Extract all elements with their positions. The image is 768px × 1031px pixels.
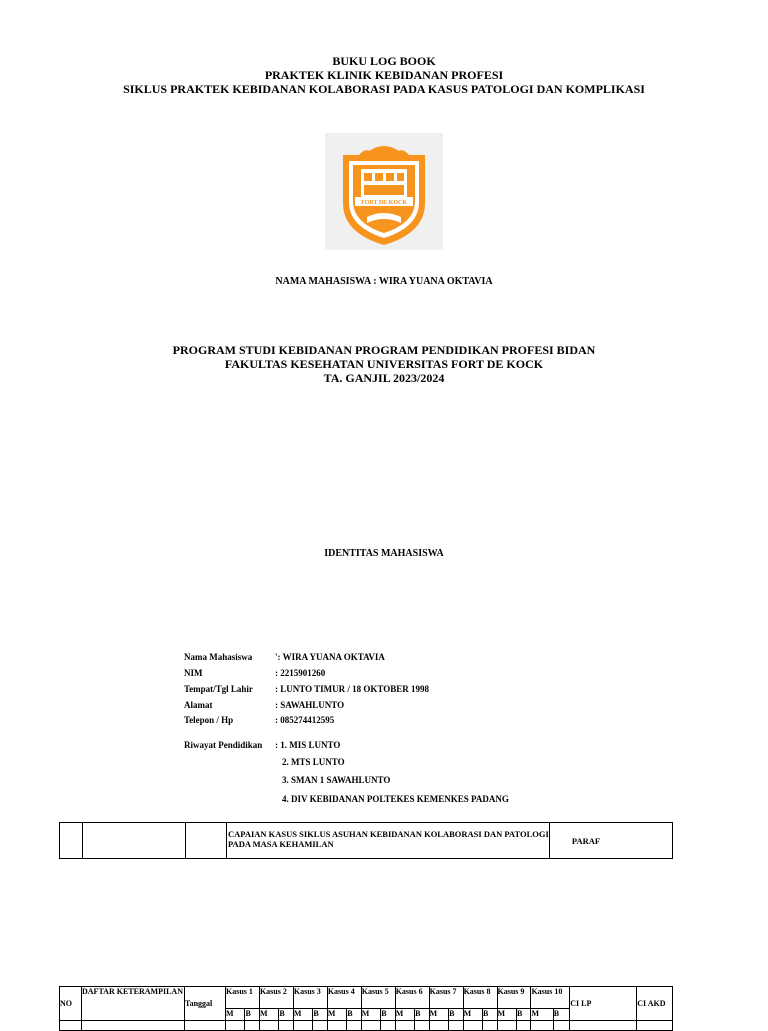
case-achievement-table: [59, 822, 673, 859]
col-no: NO: [60, 987, 82, 1021]
table-cell: [60, 1021, 82, 1031]
table-cell: [259, 1021, 278, 1031]
field-label-phone: Telepon / Hp: [184, 715, 234, 725]
table-cell: [60, 823, 83, 859]
col-b: B: [279, 1009, 293, 1021]
field-value-name: ': WIRA YUANA OKTAVIA: [275, 652, 385, 662]
col-m: M: [259, 1009, 278, 1021]
col-b: B: [245, 1009, 259, 1021]
field-label-address: Alamat: [184, 700, 213, 710]
table-cell: [185, 1021, 226, 1031]
col-kasus: Kasus 3: [293, 987, 327, 1009]
table-cell: [186, 823, 227, 859]
col-kasus: Kasus 10: [531, 987, 570, 1009]
col-tanggal: Tanggal: [185, 987, 226, 1021]
program-line-1: PROGRAM STUDI KEBIDANAN PROGRAM PENDIDIKAN PROFESI BIDAN: [172, 343, 596, 357]
col-b: B: [449, 1009, 463, 1021]
paraf-header: PARAF: [550, 823, 673, 859]
field-value-birth: : LUNTO TIMUR / 18 OKTOBER 1998: [275, 684, 430, 694]
title-line-3: SIKLUS PRAKTEK KEBIDANAN KOLABORASI PADA KASUS PATOLOGI DAN KOMPLIKASI: [123, 82, 645, 96]
col-m: M: [327, 1009, 346, 1021]
table-cell: [497, 1021, 516, 1031]
program-heading: [0, 343, 768, 385]
table-cell: [463, 1021, 482, 1031]
table-cell: [226, 1021, 245, 1031]
col-m: M: [226, 1009, 245, 1021]
col-m: M: [361, 1009, 380, 1021]
program-line-3: TA. GANJIL 2023/2024: [323, 371, 445, 385]
identity-title: IDENTITAS MAHASISWA: [324, 548, 444, 559]
col-kasus: Kasus 8: [463, 987, 497, 1009]
education-item: : 1. MIS LUNTO: [275, 740, 341, 750]
field-value-nim: : 2215901260: [275, 668, 326, 678]
field-label-birth: Tempat/Tgl Lahir: [184, 684, 253, 694]
student-name-heading: NAMA MAHASISWA : WIRA YUANA OKTAVIA: [275, 276, 493, 287]
col-kasus: Kasus 1: [226, 987, 260, 1009]
col-m: M: [531, 1009, 553, 1021]
col-b: B: [516, 1009, 530, 1021]
document-title: [0, 54, 768, 96]
field-value-phone: : 085274412595: [275, 715, 335, 725]
table-cell: [381, 1021, 395, 1031]
table-cell: [361, 1021, 380, 1031]
table-cell: [82, 1021, 185, 1031]
col-m: M: [429, 1009, 448, 1021]
table-cell: [327, 1021, 346, 1031]
col-kasus: Kasus 4: [327, 987, 361, 1009]
col-ci-lp: CI LP: [570, 987, 637, 1021]
table-cell: [637, 1021, 673, 1031]
education-item: 2. MTS LUNTO: [282, 757, 345, 767]
skills-table: [59, 986, 673, 1031]
col-m: M: [395, 1009, 414, 1021]
col-kasus: Kasus 6: [395, 987, 429, 1009]
program-line-2: FAKULTAS KESEHATAN UNIVERSITAS FORT DE KOCK: [224, 357, 544, 371]
table-cell: [449, 1021, 463, 1031]
table-cell: [553, 1021, 570, 1031]
table-cell: [313, 1021, 327, 1031]
table-cell: [347, 1021, 361, 1031]
education-item: 3. SMAN 1 SAWAHLUNTO: [282, 775, 391, 785]
table-cell: [483, 1021, 497, 1031]
title-line-2: PRAKTEK KLINIK KEBIDANAN PROFESI: [264, 68, 504, 82]
col-m: M: [293, 1009, 312, 1021]
education-item: 4. DIV KEBIDANAN POLTEKES KEMENKES PADANG: [282, 794, 509, 804]
table-cell: [279, 1021, 293, 1031]
col-b: B: [553, 1009, 570, 1021]
field-label-name: Nama Mahasiswa: [184, 652, 253, 662]
col-b: B: [313, 1009, 327, 1021]
table-cell: [429, 1021, 448, 1031]
col-m: M: [497, 1009, 516, 1021]
fort-de-kock-logo-icon: [325, 133, 443, 250]
col-b: B: [415, 1009, 429, 1021]
col-ci-akd: CI AKD: [637, 987, 673, 1021]
col-b: B: [347, 1009, 361, 1021]
col-kasus: Kasus 5: [361, 987, 395, 1009]
col-kasus: Kasus 9: [497, 987, 531, 1009]
table-cell: [531, 1021, 553, 1031]
table-cell: [570, 1021, 637, 1031]
university-logo: [325, 133, 443, 250]
field-value-address: : SAWAHLUNTO: [275, 700, 345, 710]
table-cell: [415, 1021, 429, 1031]
col-kasus: Kasus 7: [429, 987, 463, 1009]
col-m: M: [463, 1009, 482, 1021]
col-kasus: Kasus 2: [259, 987, 293, 1009]
table-caption: CAPAIAN KASUS SIKLUS ASUHAN KEBIDANAN KOLABORASI DAN PATOLOGI PADA MASA KEHAMILAN: [227, 823, 550, 859]
col-daftar: DAFTAR KETERAMPILAN: [82, 987, 185, 1021]
table-cell: [395, 1021, 414, 1031]
field-label-nim: NIM: [184, 668, 203, 678]
table-cell: [83, 823, 186, 859]
col-b: B: [483, 1009, 497, 1021]
table-cell: [245, 1021, 259, 1031]
logo-text: FORT DE KOCK: [360, 200, 408, 206]
field-label-education: Riwayat Pendidikan: [184, 740, 263, 750]
title-line-1: BUKU LOG BOOK: [332, 54, 436, 68]
table-cell: [293, 1021, 312, 1031]
col-b: B: [381, 1009, 395, 1021]
table-cell: [516, 1021, 530, 1031]
